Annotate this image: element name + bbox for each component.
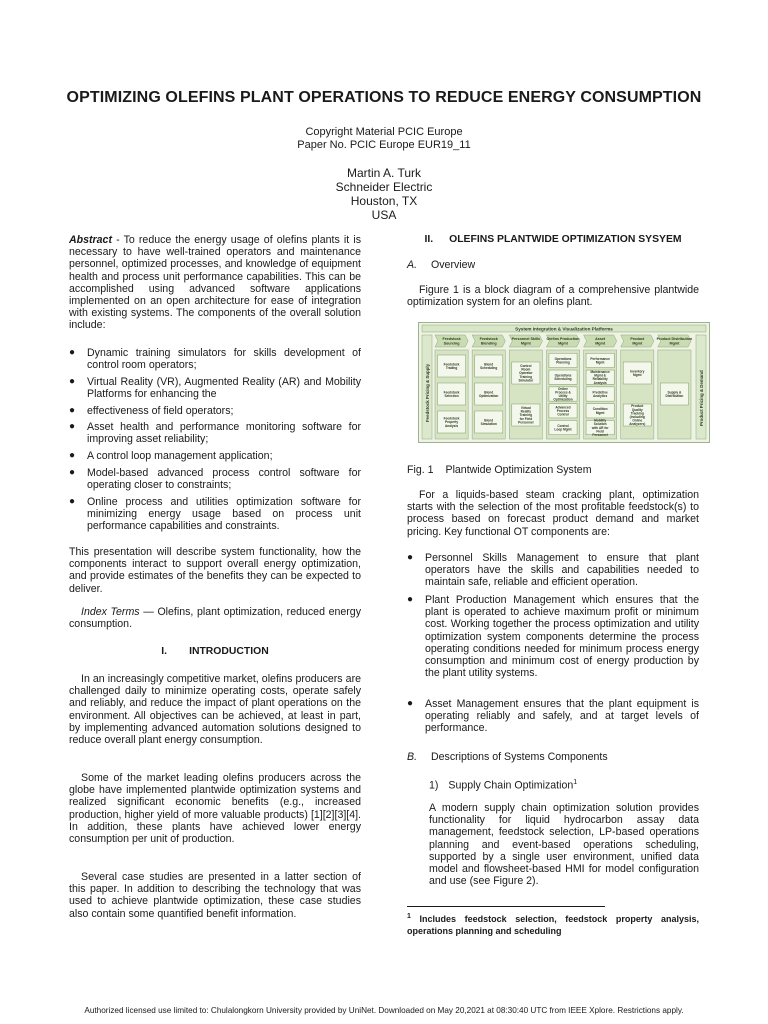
figure-column-header-label: Product	[630, 337, 645, 341]
author-name: Martin A. Turk	[346, 166, 422, 180]
figure-block-label: Analysis	[593, 380, 607, 385]
figure-column-header-label: Asset	[595, 337, 606, 341]
subsection-a-heading: A. Overview	[407, 259, 476, 271]
figure-block-label: Utility	[558, 394, 568, 398]
figure-column-header-label: Product Distribution	[656, 337, 693, 341]
list-item: ● A control loop management application;	[69, 450, 273, 462]
figure-block-label: Scheduling	[480, 366, 498, 370]
figure-block-label: Predictive	[592, 390, 608, 395]
subsection-b1-heading: 1) Supply Chain Optimization$^1$	[429, 779, 578, 792]
figure-block-label: Analyzers)	[629, 422, 646, 427]
figure-block-label: Mgmt	[595, 360, 605, 365]
figure-block-label: Operations	[554, 373, 572, 378]
figure-column-header-label: Personnel Skills	[511, 337, 541, 341]
list-item: ● Plant Production Management which ensures that the plant is operated to achieve maximum profit or minimum cost. Working together the process optimization and utility optimization system components determine the process operating conditions needed for minimum process energy consumption and minimum cost of energy production by the plant utility systems.	[407, 594, 699, 680]
intro-paragraph-1: In an increasingly competitive market, olefins producers are challenged daily to minimize operating costs, operate safely and reliably, and reduce the impact of plant operations on the environment. All objectives can be achieved, at least in part, by implementing advanced automation solutions designed to reduce overall plant energy consumption.	[69, 673, 361, 747]
figure-block-label: Feedstock	[443, 362, 460, 367]
bullet-dot-icon: ●	[407, 698, 414, 709]
figure-block-label: Distribution	[665, 394, 684, 398]
figure-block-label: Reality	[520, 409, 532, 414]
section-heading-2: II. OLEFINS PLANTWIDE OPTIMIZATION SYSYEM	[424, 234, 682, 245]
figure-column-header-label: Mgmt	[669, 341, 680, 346]
figure-block-label: Personnel	[518, 420, 534, 425]
steam-cracking-paragraph: For a liquids-based steam cracking plant, optimization starts with the selection of the most profitable feedstock(s) to process based on forecast product demand and market pricing. Key functional OT components are:	[407, 489, 699, 538]
figure-block-label: Online	[632, 418, 643, 423]
figure-block-label: Quality	[631, 407, 643, 412]
figure-column-header-label: Mgmt	[595, 341, 606, 346]
section-heading-intro: I. INTRODUCTION	[161, 646, 269, 657]
figure-block-label: Tracking	[630, 411, 644, 416]
paper-title: OPTIMIZING OLEFINS PLANT OPERATIONS TO REDUCE ENERGY CONSUMPTION	[66, 89, 702, 106]
list-item: ● Online process and utilities optimization software for minimizing energy usage based on process unit performance capabilities and constraints.	[69, 496, 361, 533]
figure-block-label: Personnel	[592, 433, 608, 437]
abstract-paragraph	[69, 234, 361, 332]
figure-block-label: Analytics	[593, 394, 608, 398]
index-terms: Index Terms — Olefins, plant optimization, reduced energy consumption.	[69, 606, 361, 631]
figure-block-label: for Field	[519, 416, 533, 421]
figure-block-label: Feedstock	[443, 390, 460, 395]
bullet-dot-icon: ●	[69, 467, 76, 478]
figure-block-label: Optimization	[553, 397, 573, 402]
figure-block-label: Loop Mgmt	[554, 427, 572, 432]
bullet-dot-icon: ●	[69, 347, 76, 358]
figure-block-label: Field	[596, 429, 604, 434]
figure-column-header-label: Feedstock	[479, 337, 498, 341]
list-item: ● Asset Management ensures that the plant equipment is operating reliably and safely, and at target levels of performance.	[407, 698, 699, 735]
license-footer: Authorized licensed use limited to: Chulalongkorn University provided by UniNet. Downloaded on May 20,2021 at 08:30:40 UTC from IEEE Xplore. Restrictions apply.	[84, 1006, 684, 1015]
figure-block-label: Advanced	[555, 405, 571, 410]
bullet-dot-icon: ●	[407, 594, 414, 605]
figure-column-header-label: Mgmt	[632, 341, 643, 346]
figure-column-header-label: Olefins Production	[546, 337, 580, 341]
figure-column-header-label: Blending	[480, 341, 497, 346]
figure-1-caption: Fig. 1 Plantwide Optimization System	[407, 464, 592, 476]
copyright-line: Copyright Material PCIC Europe	[305, 126, 463, 138]
supply-chain-paragraph: A modern supply chain optimization solution provides functionality for liquid hydrocarbon assay data management, feedstock selection, LP-based operations planning and event-based operations scheduling, supported by a single user environment, unified data model and flowsheet-based HMI for model configuration and use (see Figure 2).	[429, 802, 699, 888]
figure-block-label: Inventory	[630, 369, 645, 374]
figure-block-label: Blend	[484, 418, 494, 423]
footnote-divider	[407, 906, 605, 907]
list-item: ● effectiveness of field operators;	[69, 405, 234, 417]
overview-paragraph: Figure 1 is a block diagram of a comprehensive plantwide optimization system for an olefins plant.	[407, 284, 699, 309]
figure-block-label: Trading	[445, 366, 458, 370]
intro-paragraph-3: Several case studies are presented in a latter section of this paper. In addition to describing the technology that was used to achieve plantwide optimization, these case studies also contain some quantified benefit information.	[69, 871, 361, 920]
figure-column-header-label: Mgmt	[520, 341, 531, 346]
abstract-label: Abstract	[69, 234, 112, 246]
figure-block-label: Simulation	[480, 422, 497, 426]
figure-block-label: Mgmt	[595, 410, 605, 415]
bullet-dot-icon: ●	[407, 552, 414, 563]
figure-block-label: Control	[557, 412, 569, 417]
figure-block-label: Control	[520, 364, 532, 368]
bullet-dot-icon: ●	[69, 496, 76, 507]
bullet-dot-icon: ●	[69, 450, 76, 461]
figure-block-label: Supply &	[667, 390, 682, 395]
list-item: ● Dynamic training simulators for skills development of control room operators;	[69, 347, 361, 372]
figure-block-label: Room	[521, 367, 531, 372]
figure-block-label: Training	[519, 413, 533, 418]
figure-block-label: Mobility	[594, 418, 607, 423]
figure-block-label: Property	[445, 420, 459, 425]
figure-block-label: Operations	[554, 356, 572, 361]
figure-block-label: Process	[556, 409, 570, 413]
figure-top-banner-label: System Integration & Visualization Platforms	[515, 326, 613, 332]
figure-block-label: Operator	[519, 371, 533, 376]
figure-block-label: Online	[558, 386, 568, 391]
author-country: USA	[371, 208, 397, 222]
figure-block-label: Blend	[484, 362, 494, 367]
figure-block-label: Mgmt &	[594, 373, 606, 378]
figure-block-label: Solution	[593, 422, 607, 427]
figure-block-label: Product	[631, 404, 644, 409]
figure-block-label: Mgmt	[633, 373, 642, 377]
figure-block-label: with AR for	[591, 425, 609, 430]
paper-number: Paper No. PCIC Europe EUR19_11	[297, 139, 471, 151]
figure-block-label: Feedstock	[443, 416, 460, 421]
figure-right-bar-label: Product Pricing & Demand	[699, 370, 704, 426]
figure-block-label: Virtual	[520, 406, 531, 410]
list-item: ● Asset health and performance monitoring software for improving asset reliability;	[69, 421, 361, 446]
figure-block-label: Blend	[484, 390, 494, 395]
figure-block-label: Maintenance	[590, 370, 610, 374]
list-item: ● Personnel Skills Management to ensure that plant operators have the skills and capabilities needed to maintain safe, reliable and efficient operation.	[407, 552, 699, 589]
abstract-text: - To reduce the energy usage of olefins plants it is necessary to have well-trained operators and maintenance personnel, optimized processes, and knowledge of equipment health and process unit performance capabilities. This can be accomplished using advanced software applications implemented on an open architecture for ease of integration with existing systems. The components of the overall solution include:	[69, 234, 361, 332]
bullet-dot-icon: ●	[69, 421, 76, 432]
bullet-dot-icon: ●	[69, 376, 76, 387]
subsection-b-heading: B. Descriptions of Systems Components	[407, 751, 608, 763]
figure-block-label: Analysis	[445, 423, 459, 428]
list-item: ● Virtual Reality (VR), Augmented Reality (AR) and Mobility Platforms for enhancing the	[69, 376, 361, 401]
abstract-closing: This presentation will describe system functionality, how the components interact to support overall energy optimization, and provide estimates of the benefits they can be expected to deliver.	[69, 546, 361, 595]
intro-paragraph-2: Some of the market leading olefins producers across the globe have implemented plantwide optimization systems and realized significant economic benefits (e.g., increased production, higher yield of more valuable products) [1][2][3][4]. In addition, these plants have achieved lower energy consumption per unit of production.	[69, 772, 361, 846]
figure-block-label: Control	[557, 424, 569, 428]
figure-column-header-label: Feedstock	[442, 337, 461, 341]
figure-column-header-label: Sourcing	[443, 341, 460, 346]
figure-block-label: (including	[629, 415, 645, 419]
list-item: ● Model-based advanced process control software for operating closer to constraints;	[69, 467, 361, 492]
figure-block-label: Reliability	[592, 377, 608, 382]
figure-block-label: Simulator	[518, 378, 534, 383]
figure-left-bar-label: Feedstock Pricing & Supply	[425, 363, 430, 422]
figure-block-label: Condition	[592, 407, 608, 412]
figure-block-label: Planning	[556, 360, 570, 365]
figure-block-label: Process &	[555, 390, 571, 395]
figure-block-label: Training	[519, 374, 533, 379]
author-city: Houston, TX	[350, 194, 418, 208]
author-org: Schneider Electric	[335, 180, 433, 194]
figure-block-label: Optimization	[479, 394, 499, 398]
figure-1-block-diagram	[418, 322, 710, 443]
bullet-dot-icon: ●	[69, 405, 76, 416]
figure-block-label: Performance	[590, 356, 610, 361]
figure-block-label: Scheduling	[554, 377, 572, 382]
figure-column-header-label: Mgmt	[558, 341, 568, 346]
figure-block-label: Selection	[444, 394, 459, 398]
footnote: $^1$ Includes feedstock selection, feedstock property analysis, operations planning and scheduling	[407, 913, 699, 936]
